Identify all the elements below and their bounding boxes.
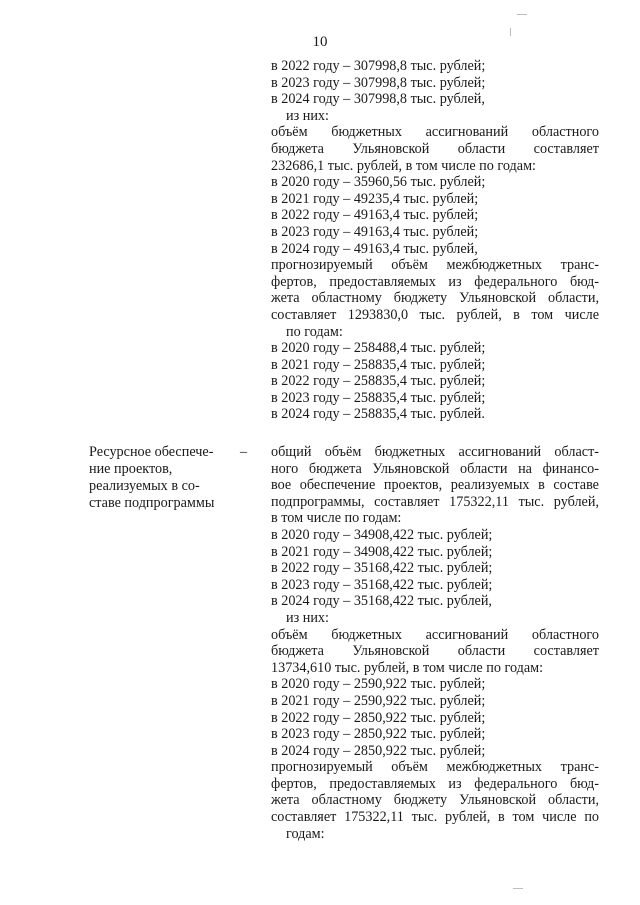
text-line: в 2022 году – 307998,8 тыс. рублей; [271,58,486,74]
text-line: в 2022 году – 258835,4 тыс. рублей; [271,373,486,390]
text-line: в 2020 году – 258488,4 тыс. рублей; [271,340,486,357]
resource-section-label [89,444,239,512]
funding-continuation-block [271,58,599,423]
text-line: в 2024 году – 307998,8 тыс. рублей, [271,91,485,108]
text-line: составляет 1293830,0 тыс. рублей, в том числе [271,306,599,323]
text-line: по годам: [286,323,343,340]
text-line: в 2022 году – 35168,422 тыс. рублей; [271,560,493,577]
text-line: прогнозируемый объём межбюджетных транс- [271,257,599,274]
scan-mark [510,28,511,36]
text-line: годам: [286,825,325,842]
text-line: фертов, предоставляемых из федерального бюд- [271,273,599,290]
text-line: в 2023 году – 307998,8 тыс. рублей; [271,74,486,91]
text-line: в 2020 году – 2590,922 тыс. рублей; [271,676,486,693]
text-line: в 2023 году – 258835,4 тыс. рублей; [271,389,486,406]
text-line: вое обеспечение проектов, реализуемых в составе [271,477,599,494]
text-line: в 2023 году – 2850,922 тыс. рублей; [271,726,486,743]
scan-mark [513,888,523,889]
label-line: ние проектов, [89,461,173,477]
text-line: из них: [286,107,329,124]
text-line: из них: [286,609,329,626]
scan-mark [517,14,527,15]
text-line: жета областному бюджету Ульяновской области, [271,792,599,809]
text-line: в 2021 году – 34908,422 тыс. рублей; [271,543,493,560]
text-line: подпрограммы, составляет 175322,11 тыс. рублей, [271,493,599,510]
text-line: бюджета Ульяновской области составляет [271,643,599,660]
text-line: в 2022 году – 49163,4 тыс. рублей; [271,207,479,224]
text-line: объём бюджетных ассигнований областного [271,626,599,643]
text-line: общий объём бюджетных ассигнований област- [271,444,599,460]
page-number: 10 [312,34,328,50]
label-line: реализуемых в со- [89,478,200,494]
text-line: 13734,610 тыс. рублей, в том числе по годам: [271,659,544,676]
text-line: в 2021 году – 258835,4 тыс. рублей; [271,356,486,373]
text-line: жета областному бюджету Ульяновской области, [271,290,599,307]
text-line: в 2023 году – 49163,4 тыс. рублей; [271,223,479,240]
text-line: в том числе по годам: [271,510,402,527]
resource-section-text [271,444,599,842]
text-line: в 2024 году – 35168,422 тыс. рублей, [271,593,492,610]
text-line: в 2022 году – 2850,922 тыс. рублей; [271,709,486,726]
text-line: в 2020 году – 35960,56 тыс. рублей; [271,174,486,191]
text-line: в 2024 году – 49163,4 тыс. рублей, [271,240,478,257]
text-line: в 2021 году – 2590,922 тыс. рублей; [271,692,486,709]
label-line: ставе подпрограммы [89,495,215,511]
text-line: бюджета Ульяновской области составляет [271,140,599,157]
text-line: в 2024 году – 2850,922 тыс. рублей; [271,742,486,759]
text-line: 232686,1 тыс. рублей, в том числе по годам: [271,157,536,174]
text-line: в 2023 году – 35168,422 тыс. рублей; [271,576,493,593]
text-line: ного бюджета Ульяновской области на финансо- [271,460,599,477]
text-line: фертов, предоставляемых из федерального бюд- [271,775,599,792]
text-line: в 2024 году – 258835,4 тыс. рублей. [271,406,485,423]
text-line: в 2020 году – 34908,422 тыс. рублей; [271,526,493,543]
text-line: составляет 175322,11 тыс. рублей, в том числе по [271,809,599,826]
text-line: объём бюджетных ассигнований областного [271,124,599,141]
text-line: в 2021 году – 49235,4 тыс. рублей; [271,190,479,207]
label-dash: – [240,444,248,460]
text-line: прогнозируемый объём межбюджетных транс- [271,759,599,776]
label-line: Ресурсное обеспече- [89,444,214,460]
